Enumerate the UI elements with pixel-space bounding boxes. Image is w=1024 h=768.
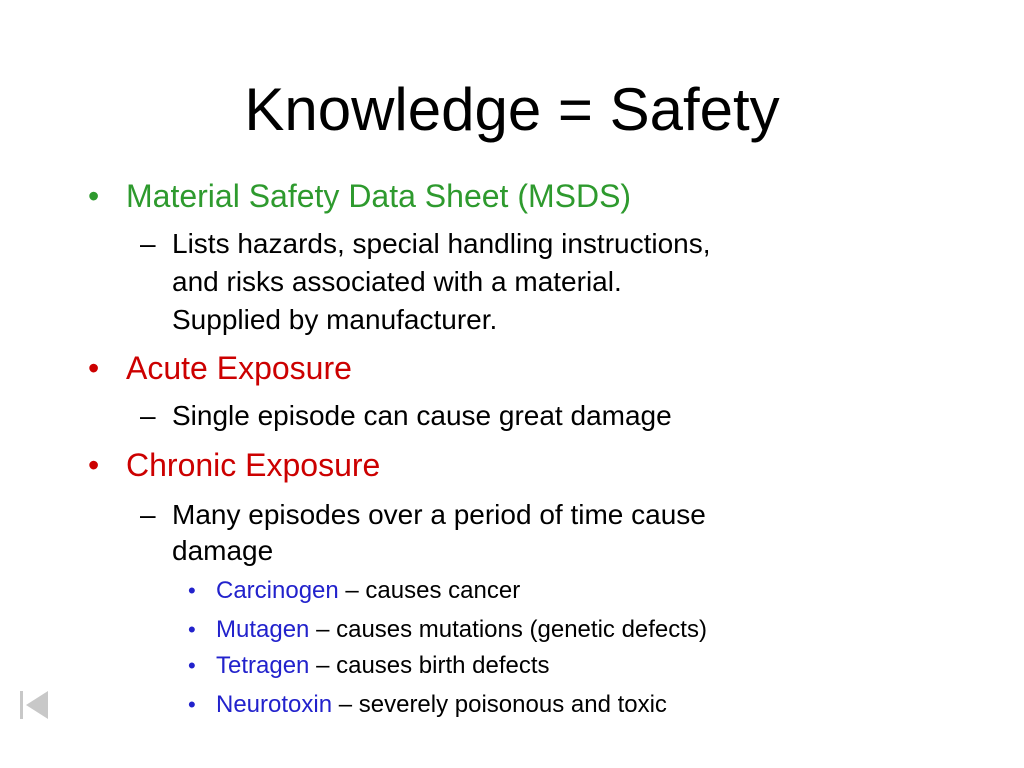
bullet-acute-exposure: Acute Exposure [126,350,352,386]
acute-description: Single episode can cause great damage [172,400,672,431]
first-slide-icon [18,688,52,722]
desc-carcinogen: – causes cancer [338,577,521,604]
first-slide-button[interactable] [18,688,52,722]
bullet-chronic-exposure: Chronic Exposure [126,447,381,483]
term-carcinogen: Carcinogen [216,577,339,604]
sub-bullet-marker: – [140,228,156,259]
bullet-msds: Material Safety Data Sheet (MSDS) [126,178,632,214]
slide-title: Knowledge = Safety [244,76,780,143]
chronic-description-line-2: damage [172,535,274,566]
desc-tetragen: – causes birth defects [309,652,550,679]
chronic-description-line-1: Many episodes over a period of time cause [172,499,706,530]
list-item-mutagen [216,615,707,645]
msds-description-line-1: Lists hazards, special handling instructions, [172,228,711,259]
sub-bullet-marker: – [140,400,156,431]
sub-sub-bullet-marker: • [188,617,196,642]
term-tetragen: Tetragen [216,652,310,679]
term-neurotoxin: Neurotoxin [216,691,333,718]
desc-mutagen: – causes mutations (genetic defects) [309,616,707,643]
list-item-tetragen [216,651,550,681]
sub-sub-bullet-marker: • [188,692,196,717]
sub-bullet-marker: – [140,499,156,530]
sub-sub-bullet-marker: • [188,578,196,603]
desc-neurotoxin: – severely poisonous and toxic [332,691,667,718]
list-item-carcinogen [216,576,520,606]
list-item-neurotoxin [216,690,667,720]
term-mutagen: Mutagen [216,616,310,643]
bullet-marker: • [88,178,100,214]
bullet-marker: • [88,350,100,386]
msds-description-line-2: and risks associated with a material. [172,266,622,297]
sub-sub-bullet-marker: • [188,653,196,678]
msds-description-line-3: Supplied by manufacturer. [172,304,498,335]
bullet-marker: • [88,447,100,483]
